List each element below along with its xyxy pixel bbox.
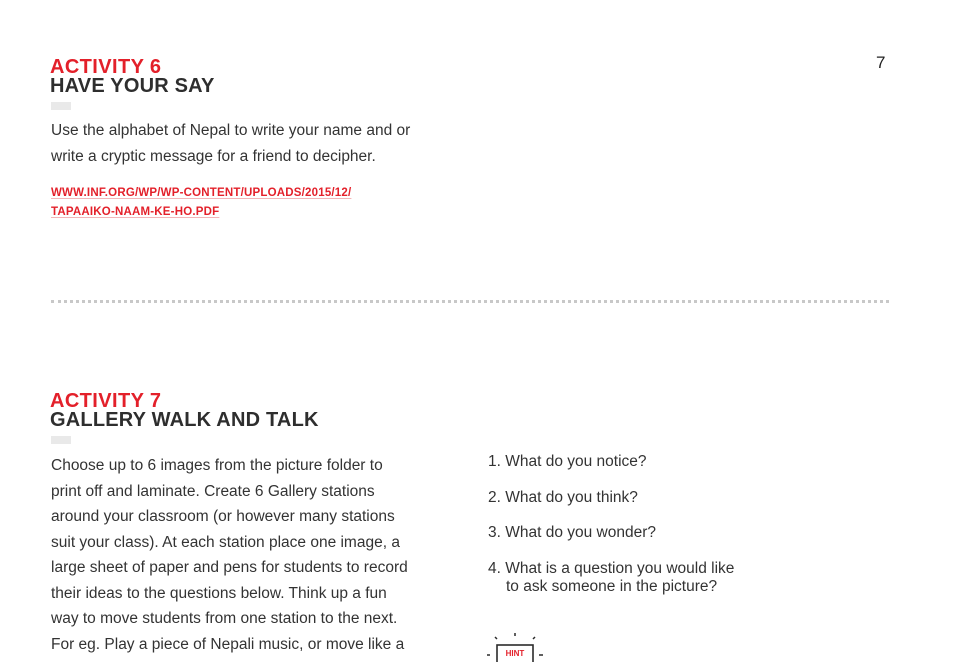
body-line: around your classroom (or however many stations <box>51 508 395 525</box>
body-line: write a cryptic message for a friend to decipher. <box>51 147 376 165</box>
question-item <box>488 524 734 542</box>
activity-6-title: HAVE YOUR SAY <box>50 75 215 97</box>
question-item <box>488 560 734 596</box>
question-text-continued: to ask someone in the picture? <box>506 577 718 595</box>
question-text: 2. What do you think? <box>488 488 638 506</box>
question-text: 1. What do you notice? <box>488 453 647 470</box>
dotted-divider <box>51 300 889 303</box>
page-number: 7 <box>876 53 886 72</box>
link-line[interactable]: WWW.INF.ORG/WP/WP-CONTENT/UPLOADS/2015/12/ <box>51 187 352 199</box>
body-line: their ideas to the questions below. Think up a fun <box>51 584 387 602</box>
heading-underbar <box>51 436 71 444</box>
question-item <box>488 453 734 471</box>
body-line: print off and laminate. Create 6 Gallery stations <box>51 482 375 500</box>
body-line: For eg. Play a piece of Nepali music, or move like a <box>51 635 405 653</box>
activity-7-label: ACTIVITY 7 <box>50 390 162 412</box>
question-text: 3. What do you wonder? <box>488 524 657 541</box>
body-line: Use the alphabet of Nepal to write your name and or <box>51 122 411 139</box>
body-line: way to move students from one station to the next. <box>51 610 398 627</box>
hint-label: HINT <box>505 649 525 658</box>
activity-6-label: ACTIVITY 6 <box>50 56 162 78</box>
heading-underbar <box>51 102 71 110</box>
activity-7-title: GALLERY WALK AND TALK <box>50 409 319 431</box>
link-line[interactable]: TAPAAIKO-NAAM-KE-HO.PDF <box>51 206 220 218</box>
activity-6-body <box>51 118 410 169</box>
alphabet-pdf-link[interactable] <box>51 184 351 222</box>
gallery-questions <box>488 453 734 613</box>
body-line: Choose up to 6 images from the picture folder to <box>51 457 383 474</box>
activity-7-body <box>51 453 408 657</box>
body-line: suit your class). At each station place one image, a <box>51 533 400 551</box>
question-item <box>488 489 734 507</box>
question-text: 4. What is a question you would like <box>488 559 735 577</box>
body-line: large sheet of paper and pens for students to record <box>51 559 408 576</box>
hint-lightbulb-icon <box>486 632 544 662</box>
